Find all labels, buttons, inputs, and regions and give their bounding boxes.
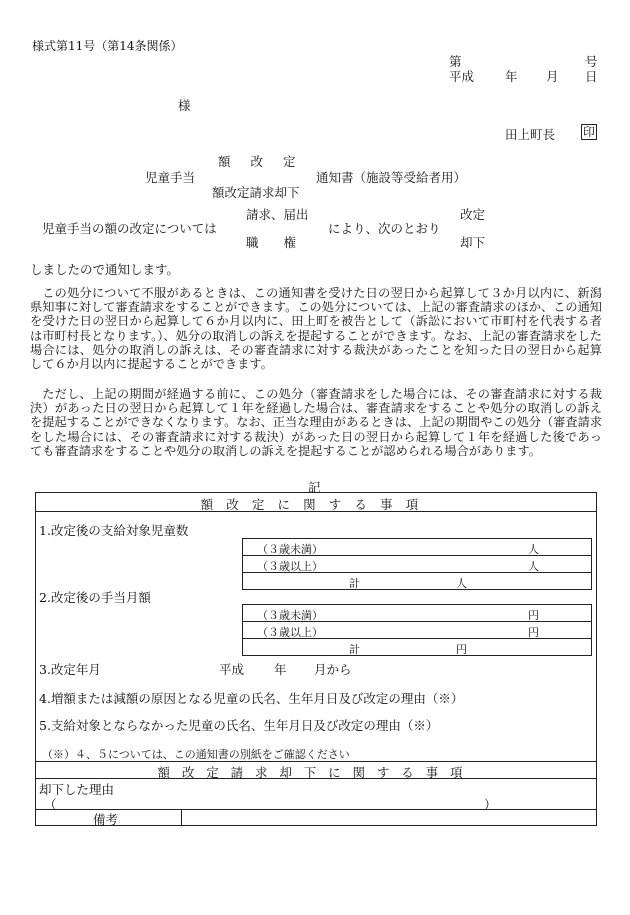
child-count-total (242, 572, 592, 590)
note-text: （※）４、５については、この通知書の別紙をご確認ください (42, 748, 350, 761)
title-prefix: 児童手当 (145, 170, 196, 185)
heading-kyakka: 額改定請求却下に関する事項 (157, 765, 475, 780)
child-count-under3 (242, 538, 592, 556)
item-2-label: 2.改定後の手当月額 (39, 590, 151, 605)
date-tsuki: 月 (546, 69, 559, 84)
option-shokken: 職 権 (246, 235, 297, 250)
option-kyakka: 却下 (460, 235, 486, 250)
item-5-label: 5.支給対象とならなかった児童の氏名、生年月日及び改定の理由（※） (39, 718, 439, 733)
notified-text: しましたので通知します。 (30, 262, 180, 277)
total-label: 計 (349, 643, 360, 656)
over3-label: （３歳以上） (257, 626, 323, 639)
line2-mid: により、次のとおり (328, 221, 441, 236)
item-1-label: 1.改定後の支給対象児童数 (39, 523, 189, 538)
title-option-kyakka: 額改定請求却下 (212, 185, 300, 200)
unit-yen: 円 (528, 609, 539, 622)
over3-label: （３歳以上） (257, 560, 323, 573)
item-3-heisei: 平成 (219, 662, 245, 677)
doc-dai: 第 (449, 54, 462, 69)
title-option-kaitei: 額 改 定 (218, 154, 300, 169)
amount-under3 (242, 604, 592, 622)
unit-nin: 人 (528, 543, 539, 556)
date-nen: 年 (505, 69, 518, 84)
paren-close: ） (484, 797, 497, 812)
paragraph-deadline: ただし、上記の期間が経過する前に、この処分（審査請求をした場合には、その審査請求に対する裁決）があった日の翌日から起算して１年を経過した場合は、審査請求をすることや処分の取消しの訴えを提起することができなくなります。なお、正当な理由があるときは、上記の期間やこの処分（審査請求をした場合には、その審査請求に対する裁決）があった日の翌日から起算して１年を経過した後であっても審査請求をすることや処分の取消しの訴えを提起することが認められる場合があります。 (30, 387, 602, 458)
option-kaitei: 改定 (460, 207, 486, 222)
unit-nin: 人 (456, 577, 467, 590)
child-count-over3 (242, 555, 592, 573)
mayor-name: 田上町長 (505, 127, 556, 142)
ki-mark: 記 (308, 480, 321, 495)
under3-label: （３歳未満） (257, 609, 323, 622)
total-label: 計 (349, 577, 360, 590)
date-hi: 日 (585, 69, 598, 84)
item-3-karan: 月から (314, 662, 352, 677)
details-table (35, 492, 597, 826)
addressee-sama: 様 (178, 98, 191, 113)
line2-lead: 児童手当の額の改定については (42, 221, 217, 236)
unit-nin: 人 (528, 560, 539, 573)
amount-over3 (242, 621, 592, 639)
unit-yen: 円 (528, 626, 539, 639)
item-4-label: 4.増額または減額の原因となる児童の氏名、生年月日及び改定の理由（※） (39, 691, 464, 706)
reject-reason-label: 却下した理由 (39, 782, 115, 797)
form-number: 様式第11号（第14条関係） (32, 39, 183, 53)
remarks-label: 備考 (93, 812, 119, 827)
title-suffix: 通知書（施設等受給者用） (316, 170, 467, 185)
date-heisei: 平成 (449, 69, 475, 84)
paragraph-appeal: この処分について不服があるときは、この通知書を受けた日の翌日から起算して３か月以内に、新潟県知事に対して審査請求をすることができます。この処分については、上記の審査請求のほか、この通知を受けた日の翌日から起算して６か月以内に、田上町を被告として（訴訟において市町村を代表する者は市町村長となります。）、処分の取消しの訴えを提起することができます。なお、上記の審査請求をした場合には、処分の取消しの訴えは、その審査請求に対する裁決があったことを知った日の翌日から起算して６か月以内に提起することができます。 (30, 286, 602, 372)
seal-stamp: 印 (582, 125, 595, 139)
option-seikyu: 請求、届出 (246, 207, 309, 222)
amount-total (242, 638, 592, 656)
item-3-nen: 年 (274, 662, 287, 677)
doc-go: 号 (585, 54, 598, 69)
under3-label: （３歳未満） (257, 543, 323, 556)
unit-yen: 円 (456, 643, 467, 656)
item-3-label: 3.改定年月 (39, 662, 101, 677)
heading-kaitei: 額改定に関する事項 (200, 497, 432, 512)
paren-open: （ (44, 797, 57, 812)
